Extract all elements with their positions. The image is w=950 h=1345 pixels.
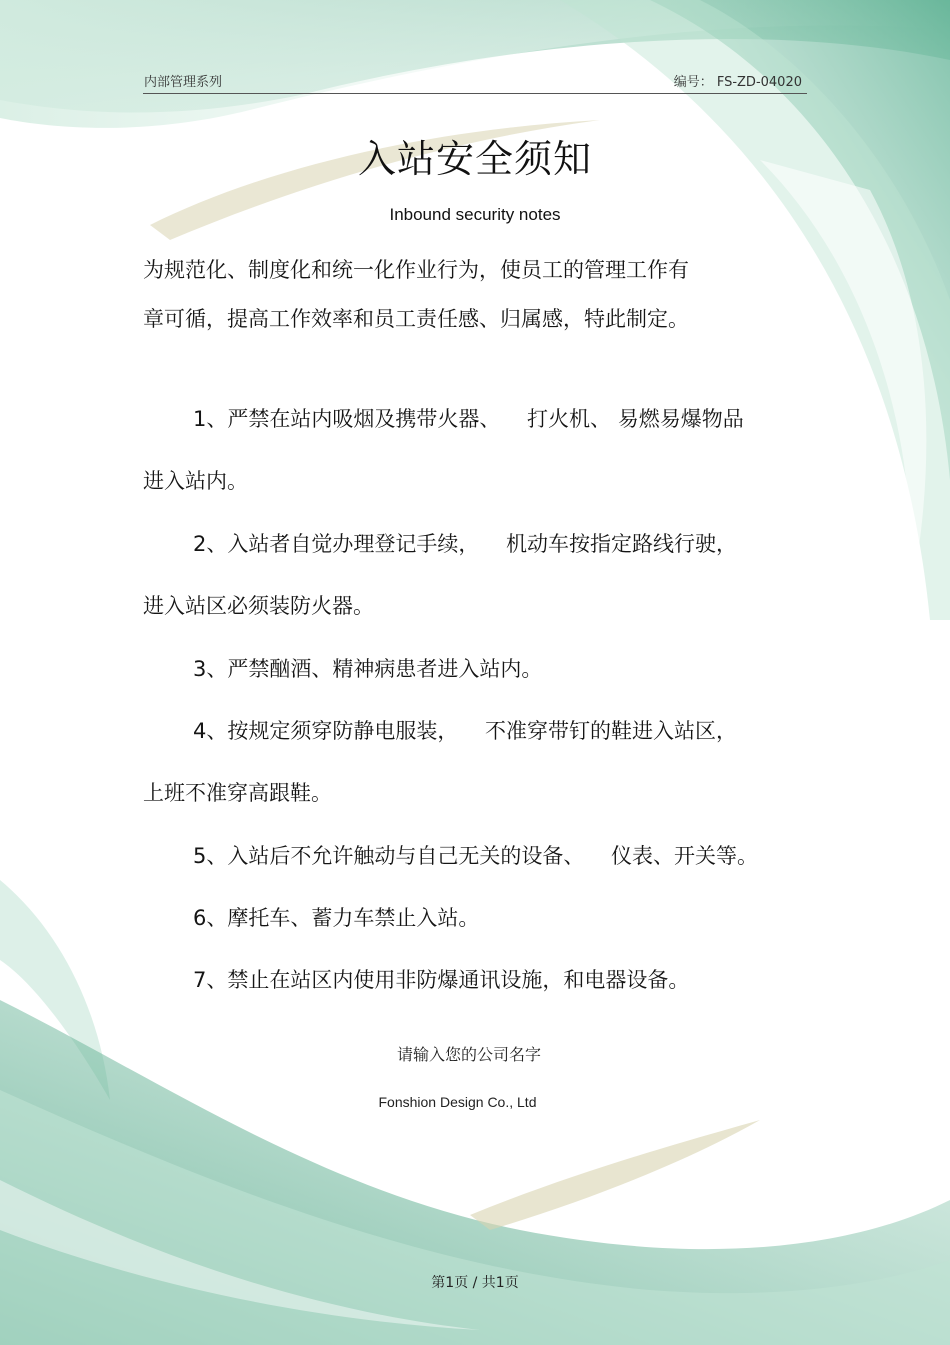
page-number: 第1页 / 共1页 — [431, 1275, 519, 1291]
header-series: 内部管理系列 — [144, 75, 223, 90]
rule-1-line-2: 进入站内。 — [143, 469, 248, 493]
rule-1-line-1: 1、严禁在站内吸烟及携带火器、 打火机、 易燃易爆物品 — [193, 407, 744, 431]
company-name: 请输入您的公司名字 — [396, 1045, 541, 1064]
rule-6: 6、摩托车、蓄力车禁止入站。 — [193, 906, 480, 930]
company-name-en: Fonshion Design Co., Ltd — [378, 1094, 537, 1110]
rule-2-line-2: 进入站区必须装防火器。 — [143, 594, 374, 618]
intro-line-1: 为规范化、制度化和统一化作业行为，使员工的管理工作有 — [143, 258, 689, 282]
header-divider — [143, 93, 807, 94]
rule-3: 3、严禁酗酒、精神病患者进入站内。 — [193, 657, 543, 681]
rule-5: 5、入站后不允许触动与自己无关的设备、 仪表、开关等。 — [193, 844, 759, 868]
rule-2-line-1: 2、入站者自觉办理登记手续， 机动车按指定路线行驶， — [193, 532, 738, 556]
page-title: 入站安全须知 — [357, 137, 592, 181]
header-document-code: 编号： FS-ZD-04020 — [673, 75, 802, 90]
rule-7: 7、禁止在站区内使用非防爆通讯设施，和电器设备。 — [193, 968, 690, 992]
rule-4-line-1: 4、按规定须穿防静电服装， 不准穿带钉的鞋进入站区， — [193, 719, 738, 743]
intro-line-2: 章可循，提高工作效率和员工责任感、归属感，特此制定。 — [143, 307, 689, 331]
page-subtitle: Inbound security notes — [389, 205, 561, 224]
rule-4-line-2: 上班不准穿高跟鞋。 — [143, 781, 332, 805]
